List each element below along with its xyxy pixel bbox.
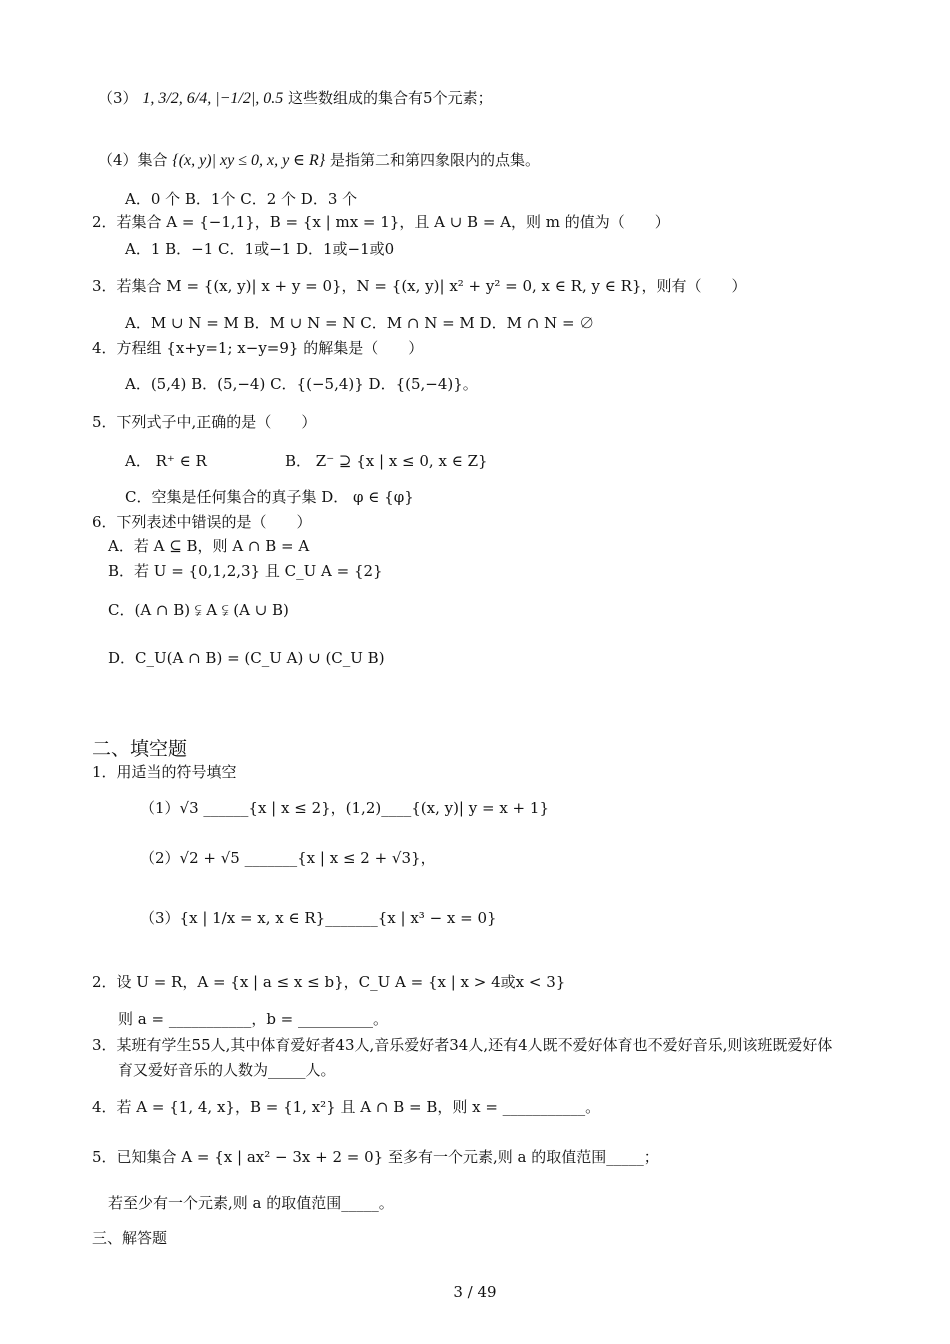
question-3-options: A．M ∪ N = M B．M ∪ N = N C．M ∩ N = M D．M ∩ N = ∅: [125, 314, 595, 332]
question-1-item-3: [98, 88, 493, 109]
question-4-options: A．(5,4) B．(5,−4) C．{(−5,4)} D．{(5,−4)}。: [125, 375, 478, 393]
fill-3-line-2: 育又爱好音乐的人数为_____人。: [118, 1061, 336, 1079]
question-6-option-b: B．若 U = {0,1,2,3} 且 C_U A = {2}: [108, 562, 383, 580]
question-2-options: A．1 B．−1 C．1或−1 D．1或−1或0: [125, 240, 395, 258]
question-2: 2．若集合 A = {−1,1}，B = {x | mx = 1}，且 A ∪ B = A，则 m 的值为（ ）: [92, 213, 670, 231]
question-3: 3．若集合 M = {(x, y)| x + y = 0}，N = {(x, y)| x² + y² = 0, x ∈ R, y ∈ R}，则有（ ）: [92, 277, 747, 295]
item-4-math: {(x, y)| xy ≤ 0, x, y ∈ R}: [172, 152, 326, 169]
item-4-text: 是指第二和第四象限内的点集。: [329, 151, 540, 169]
question-5-option-b: B． Z⁻ ⊇ {x | x ≤ 0, x ∈ Z}: [285, 452, 488, 470]
fill-1-item-1: （1）√3 ______{x | x ≤ 2}，(1,2)____{(x, y)| y = x + 1}: [140, 799, 549, 817]
fill-2-answer: 则 a = ___________，b = __________。: [118, 1010, 389, 1028]
question-6-option-d: D．C_U(A ∩ B) = (C_U A) ∪ (C_U B): [108, 649, 385, 667]
fill-2: 2．设 U = R，A = {x | a ≤ x ≤ b}，C_U A = {x | x > 4或x < 3}: [92, 973, 566, 991]
fill-3-line-1: 3．某班有学生55人,其中体育爱好者43人,音乐爱好者34人,还有4人既不爱好体育也不爱好音乐,则该班既爱好体: [92, 1036, 833, 1054]
question-6-option-c: C．(A ∩ B) ⫋ A ⫋ (A ∪ B): [108, 601, 289, 619]
question-4: 4．方程组 {x+y=1; x−y=9} 的解集是（ ）: [92, 339, 424, 357]
item-4-prefix: （4）集合: [98, 151, 168, 169]
fill-5: 5．已知集合 A = {x | ax² − 3x + 2 = 0} 至多有一个元素,则 a 的取值范围_____；: [92, 1148, 659, 1166]
fill-5-second: 若至少有一个元素,则 a 的取值范围_____。: [108, 1194, 394, 1212]
question-5: 5．下列式子中,正确的是（ ）: [92, 413, 317, 431]
fill-1: 1．用适当的符号填空: [92, 763, 237, 781]
section-2-heading: 二、填空题: [92, 738, 188, 760]
fill-4: 4．若 A = {1, 4, x}，B = {1, x²} 且 A ∩ B = B，则 x = ___________。: [92, 1098, 601, 1116]
page-number: 3 / 49: [453, 1283, 497, 1301]
item-3-prefix: （3）: [98, 89, 138, 107]
question-6-option-a: A．若 A ⊆ B，则 A ∩ B = A: [108, 537, 310, 555]
question-5-options-cd: C．空集是任何集合的真子集 D． φ ∈ {φ}: [125, 488, 414, 506]
item-3-math: 1, 3/2, 6/4, |−1/2|, 0.5: [142, 90, 284, 107]
question-6: 6．下列表述中错误的是（ ）: [92, 513, 312, 531]
section-3-heading: 三、解答题: [92, 1229, 168, 1247]
fill-1-item-2: （2）√2 + √5 _______{x | x ≤ 2 + √3}，: [140, 849, 436, 867]
question-1-options: A．0 个 B．1个 C．2 个 D．3 个: [125, 190, 358, 208]
item-3-text: 这些数组成的集合有5个元素；: [288, 89, 493, 107]
question-1-item-4: [98, 150, 540, 171]
fill-1-item-3: （3）{x | 1/x = x, x ∈ R}_______{x | x³ − x = 0}: [140, 909, 497, 927]
question-5-option-a: A． R⁺ ∈ R: [125, 452, 207, 470]
